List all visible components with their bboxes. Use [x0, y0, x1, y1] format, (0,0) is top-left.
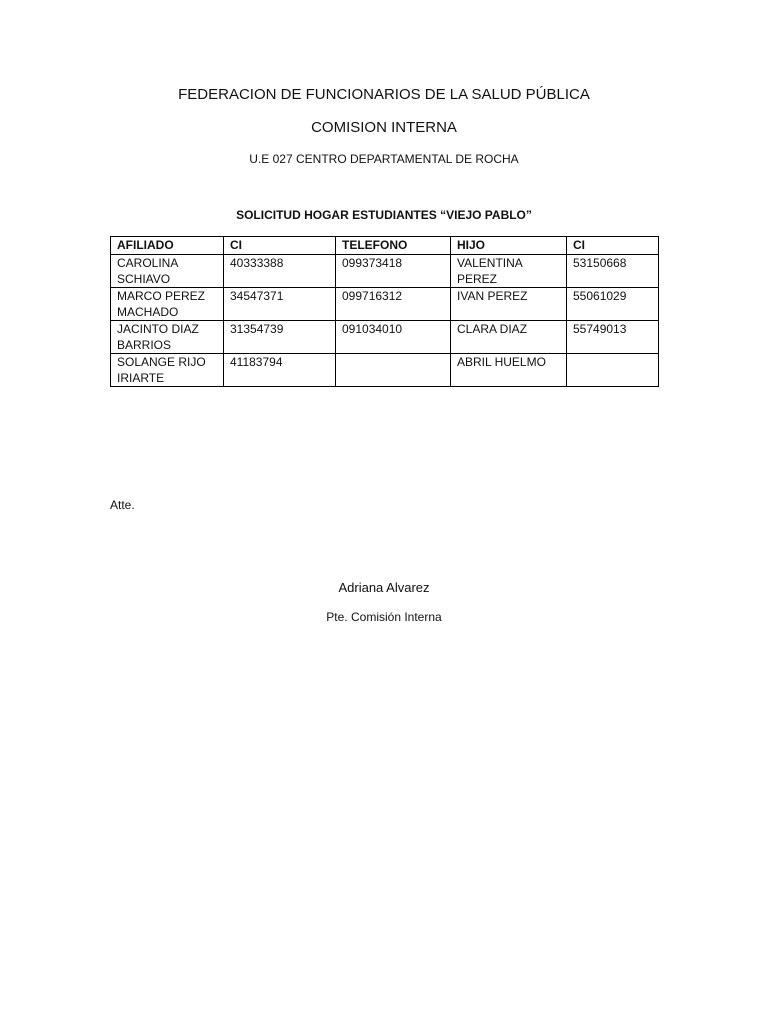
cell-child: IVAN PEREZ: [451, 288, 567, 321]
members-table: [110, 236, 659, 387]
cell-ci: 31354739: [224, 321, 336, 354]
cell-child-ci: 53150668: [567, 255, 659, 288]
cell-affiliate: MARCO PEREZ MACHADO: [111, 288, 224, 321]
cell-affiliate: JACINTO DIAZ BARRIOS: [111, 321, 224, 354]
commission-title: COMISION INTERNA: [311, 119, 457, 136]
cell-child-ci: 55749013: [567, 321, 659, 354]
cell-phone: 099373418: [336, 255, 451, 288]
signature-role: Pte. Comisión Interna: [326, 610, 442, 624]
table-row: [111, 255, 659, 288]
cell-affiliate: CAROLINA SCHIAVO: [111, 255, 224, 288]
signature-name: Adriana Alvarez: [338, 580, 430, 595]
cell-child-ci: [567, 354, 659, 387]
cell-ci: 40333388: [224, 255, 336, 288]
federation-title: FEDERACION DE FUNCIONARIOS DE LA SALUD PÚBLICA: [178, 86, 590, 103]
table-header-row: [111, 237, 659, 255]
cell-phone: 091034010: [336, 321, 451, 354]
column-header-child: HIJO: [451, 237, 567, 255]
column-header-child-ci: CI: [567, 237, 659, 255]
unit-title: U.E 027 CENTRO DEPARTAMENTAL DE ROCHA: [249, 152, 519, 166]
column-header-affiliate: AFILIADO: [111, 237, 224, 255]
cell-phone: 099716312: [336, 288, 451, 321]
closing-text: Atte.: [110, 498, 135, 512]
cell-child: ABRIL HUELMO: [451, 354, 567, 387]
cell-child-ci: 55061029: [567, 288, 659, 321]
table-row: [111, 354, 659, 387]
cell-affiliate: SOLANGE RIJO IRIARTE: [111, 354, 224, 387]
cell-child: VALENTINA PEREZ: [451, 255, 567, 288]
cell-phone: [336, 354, 451, 387]
cell-child: CLARA DIAZ: [451, 321, 567, 354]
column-header-ci: CI: [224, 237, 336, 255]
members-table-wrap: [110, 236, 658, 387]
column-header-phone: TELEFONO: [336, 237, 451, 255]
table-row: [111, 321, 659, 354]
request-title: SOLICITUD HOGAR ESTUDIANTES “VIEJO PABLO”: [236, 208, 532, 222]
cell-ci: 41183794: [224, 354, 336, 387]
table-row: [111, 288, 659, 321]
cell-ci: 34547371: [224, 288, 336, 321]
